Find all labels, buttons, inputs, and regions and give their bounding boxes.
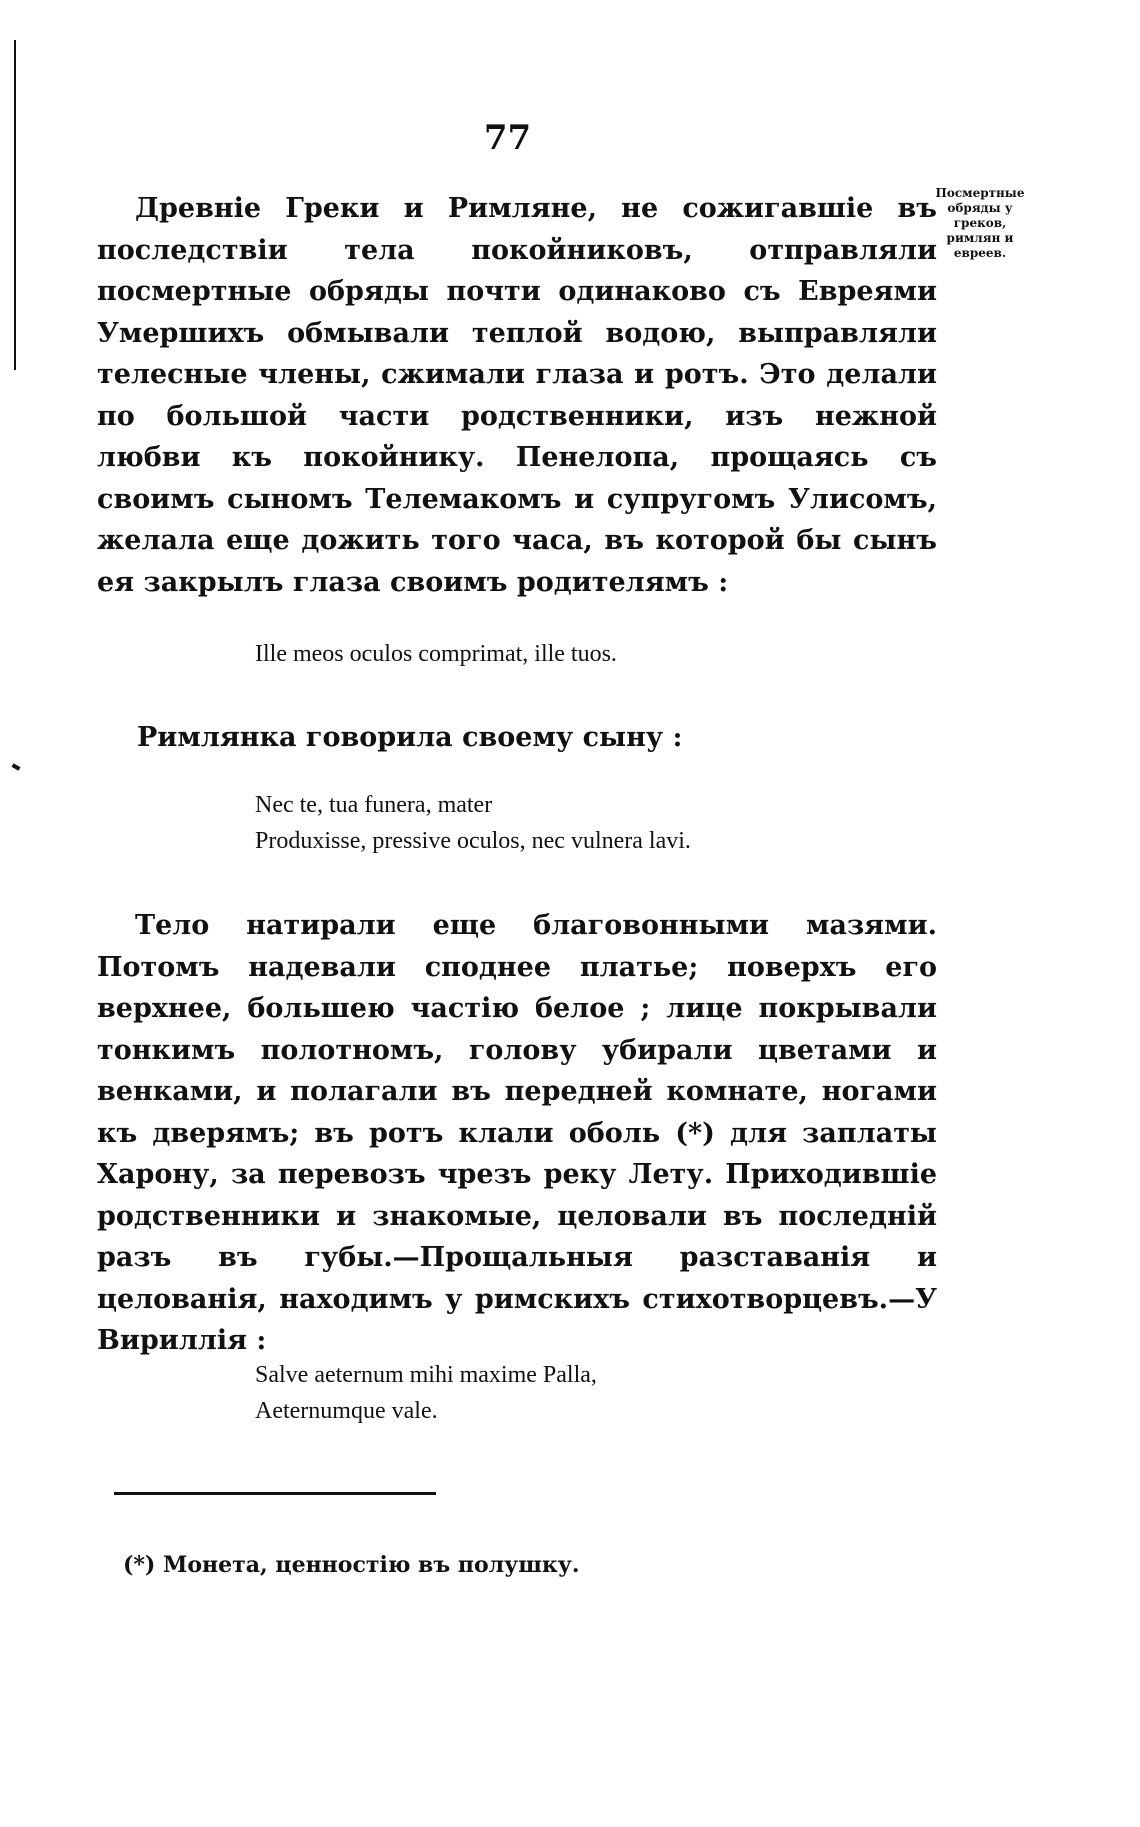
page-number: 77 [483, 118, 532, 158]
latin-quote-line: Ille meos oculos comprimat, ille tuos. [255, 641, 617, 667]
latin-quote-2 [255, 787, 691, 859]
scan-edge-dot [12, 763, 21, 770]
latin-quote-line: Nec te, tua funera, mater [255, 792, 493, 818]
footnote-divider [114, 1492, 436, 1495]
latin-quote-line: Salve aeternum mihi maxime Palla, [255, 1362, 597, 1388]
body-paragraph-3: Тело натирали еще благовонными мазями. Потомъ надевали споднее платье; поверхъ его верхнее, большею частію белое ; лице покрывали тонкимъ полотномъ, голову убирали цветами и венками, и полагали въ передней комнате, ногами къ дверямъ; въ ротъ клали оболь (*) для заплаты Харону, за перевозъ чрезъ реку Лету. Приходившіе родственники и знакомые, целовали въ последній разъ въ губы.—Прощальныя разставанія и целованія, находимъ у римскихъ стихотворцевъ.—У Вириллія : [97, 910, 937, 1356]
body-paragraph-1: Древніе Греки и Римляне, не сожигавшіе въ последствіи тела покойниковъ, отправляли посмертные обряды почти одинаково съ Евреями Умершихъ обмывали теплой водою, выправляли телесные члены, сжимали глаза и ротъ. Это делали по большой части родственники, изъ нежной любви къ покойнику. Пенелопа, прощаясь съ своимъ сыномъ Телемакомъ и супругомъ Улисомъ, желала еще дожить того часа, въ которой бы сынъ ея закрылъ глаза своимъ родителямъ : [97, 193, 937, 598]
body-paragraph-2: Римлянка говорила своему сыну : [137, 722, 683, 753]
footnote: (*) Монета, ценностію въ полушку. [123, 1552, 580, 1578]
latin-quote-line: Produxisse, pressive oculos, nec vulnera lavi. [255, 828, 691, 854]
margin-note: Посмертные обряды у греков, римлян и евреев. [935, 186, 1025, 260]
latin-quote-line: Aeternumque vale. [255, 1398, 438, 1424]
scan-edge-line [14, 40, 16, 370]
latin-quote-1 [255, 636, 617, 672]
latin-quote-3 [255, 1357, 597, 1429]
